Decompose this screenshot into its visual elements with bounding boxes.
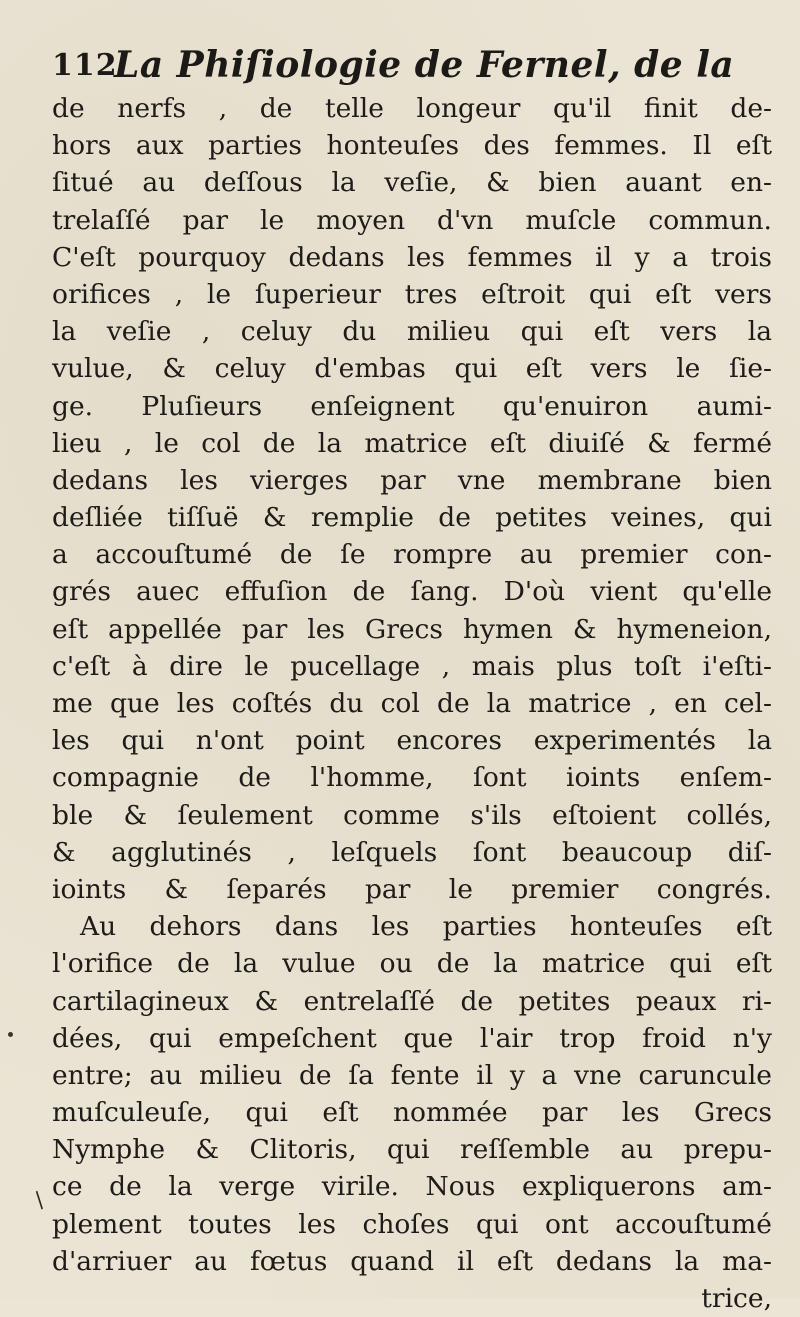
text-line: grés auec effuſion de ſang. D'où vient qu'elle bbox=[52, 576, 772, 608]
body-text bbox=[52, 90, 772, 1317]
text-line: ble & ſeulement comme s'ils eſtoient collés, bbox=[52, 799, 772, 831]
margin-mark: / bbox=[29, 1188, 50, 1213]
text-line: vulue, & celuy d'embas qui eſt vers le ſie- bbox=[52, 353, 772, 385]
text-line: hors aux parties honteuſes des femmes. Il eſt bbox=[52, 130, 772, 162]
text-line: ioints & ſeparés par le premier congrés. bbox=[52, 873, 772, 905]
text-line: la veſie , celuy du milieu qui eſt vers la bbox=[52, 316, 772, 348]
text-line: compagnie de l'homme, ſont ioints enſem- bbox=[52, 762, 772, 794]
text-line: dées, qui empeſchent que l'air trop froid n'y bbox=[52, 1022, 772, 1054]
text-line: C'eſt pourquoy dedans les femmes il y a trois bbox=[52, 241, 772, 273]
text-line: lieu , le col de la matrice eſt diuiſé & fermé bbox=[52, 427, 772, 459]
catchword: trice, bbox=[701, 1283, 772, 1314]
text-line: ſitué au deſſous la veſie, & bien auant en- bbox=[52, 167, 772, 199]
page-header bbox=[52, 44, 772, 94]
text-line: eſt appellée par les Grecs hymen & hymeneion, bbox=[52, 613, 772, 645]
text-line: cartilagineux & entrelaſſé de petites peaux ri- bbox=[52, 985, 772, 1017]
text-line: trelaſſé par le moyen d'vn muſcle commun. bbox=[52, 204, 772, 236]
text-line: dedans les vierges par vne membrane bien bbox=[52, 464, 772, 496]
running-title: La Phiſiologie de Fernel, de la bbox=[114, 44, 735, 86]
text-line: deſliée tiſſuë & remplie de petites veines, qui bbox=[52, 502, 772, 534]
text-line: les qui n'ont point encores experimentés la bbox=[52, 725, 772, 757]
ink-dot bbox=[8, 1032, 13, 1037]
text-line: plement toutes les choſes qui ont accouſtumé bbox=[52, 1208, 772, 1240]
text-line: me que les coſtés du col de la matrice , en cel- bbox=[52, 688, 772, 719]
text-line: orifices , le ſuperieur tres eſtroit qui eſt vers bbox=[52, 278, 772, 310]
text-line: ce de la verge virile. Nous expliquerons am- bbox=[52, 1171, 772, 1203]
paragraph-start-line: Au dehors dans les parties honteuſes eſt bbox=[80, 911, 772, 943]
text-line: a accouſtumé de ſe rompre au premier con- bbox=[52, 539, 772, 571]
text-line: l'orifice de la vulue ou de la matrice qui eſt bbox=[52, 948, 772, 980]
text-line: de nerfs , de telle longeur qu'il finit de- bbox=[52, 93, 772, 124]
text-line: entre; au milieu de ſa fente il y a vne caruncule bbox=[52, 1059, 772, 1091]
text-line: muſculeuſe, qui eſt nommée par les Grecs bbox=[52, 1097, 772, 1129]
text-line: c'eſt à dire le pucellage , mais plus toſt i'eſti- bbox=[52, 650, 772, 682]
text-line: d'arriuer au fœtus quand il eſt dedans la ma- bbox=[52, 1245, 772, 1277]
text-line: ge. Pluſieurs enſeignent qu'enuiron aumi- bbox=[52, 390, 772, 422]
text-line: Nymphe & Clitoris, qui reſſemble au prepu- bbox=[52, 1134, 772, 1166]
text-line: & agglutinés , leſquels ſont beaucoup diſ- bbox=[52, 836, 772, 868]
page-number: 112 bbox=[52, 48, 118, 83]
